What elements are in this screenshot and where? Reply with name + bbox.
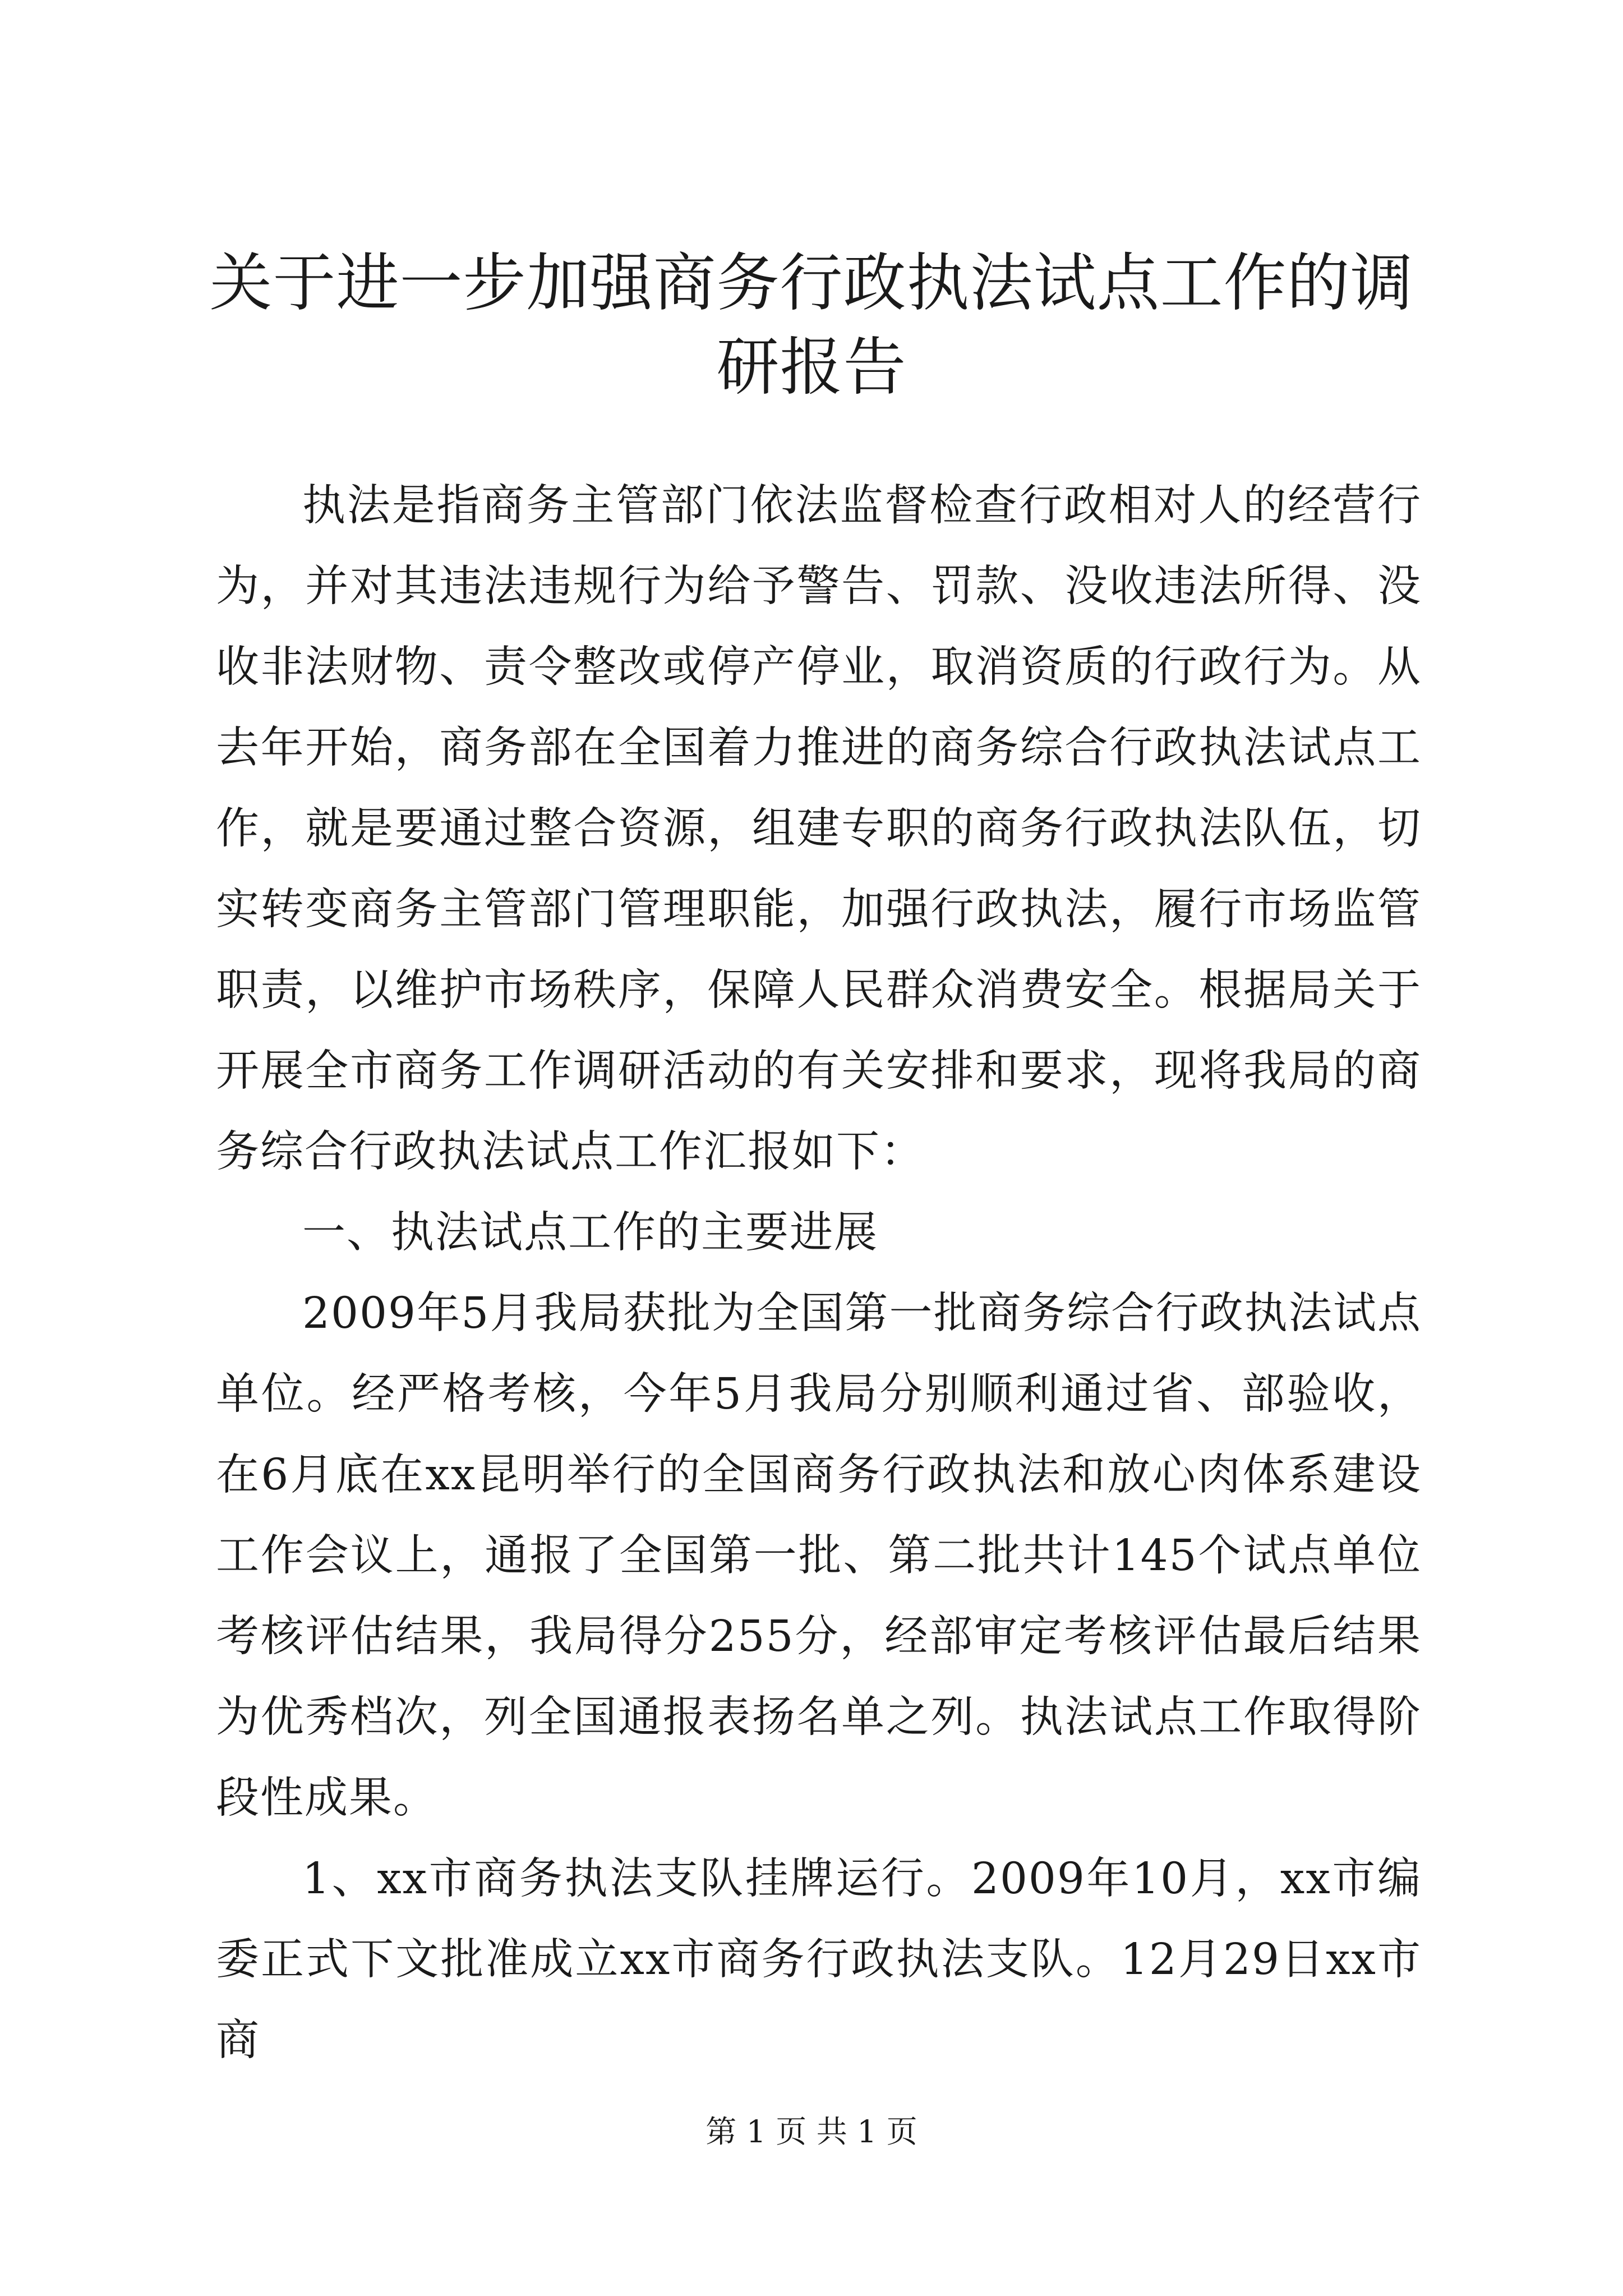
document-title: 关于进一步加强商务行政执法试点工作的调研报告 bbox=[209, 247, 1414, 404]
document-body bbox=[216, 466, 1422, 2081]
paragraph-item-1: 1、xx市商务执法支队挂牌运行。2009年10月，xx市编委正式下文批准成立xx市商务行政执法支队。12月29日xx市商 bbox=[216, 1854, 1422, 2065]
page-footer: 第 1 页 共 1 页 bbox=[706, 2114, 917, 2150]
section-heading: 一、执法试点工作的主要进展 bbox=[302, 1208, 878, 1258]
paragraph-progress: 2009年5月我局获批为全国第一批商务综合行政执法试点单位。经严格考核，今年5月我局分别顺利通过省、部验收，在6月底在xx昆明举行的全国商务行政执法和放心肉体系建设工作会议上，通报了全国第一批、第二批共计145个试点单位考核评估结果，我局得分255分，经部审定考核评估最后结果为优秀档次，列全国通报表扬名单之列。执法试点工作取得阶段性成果。 bbox=[216, 1289, 1422, 1823]
paragraph-intro: 执法是指商务主管部门依法监督检查行政相对人的经营行为，并对其违法违规行为给予警告、罚款、没收违法所得、没收非法财物、责令整改或停产停业，取消资质的行政行为。从去年开始，商务部在全国着力推进的商务综合行政执法试点工作，就是要通过整合资源，组建专职的商务行政执法队伍，切实转变商务主管部门管理职能，加强行政执法，履行市场监管职责，以维护市场秩序，保障人民群众消费安全。根据局关于开展全市商务工作调研活动的有关安排和要求，现将我局的商务综合行政执法试点工作汇报如下： bbox=[216, 481, 1422, 1177]
